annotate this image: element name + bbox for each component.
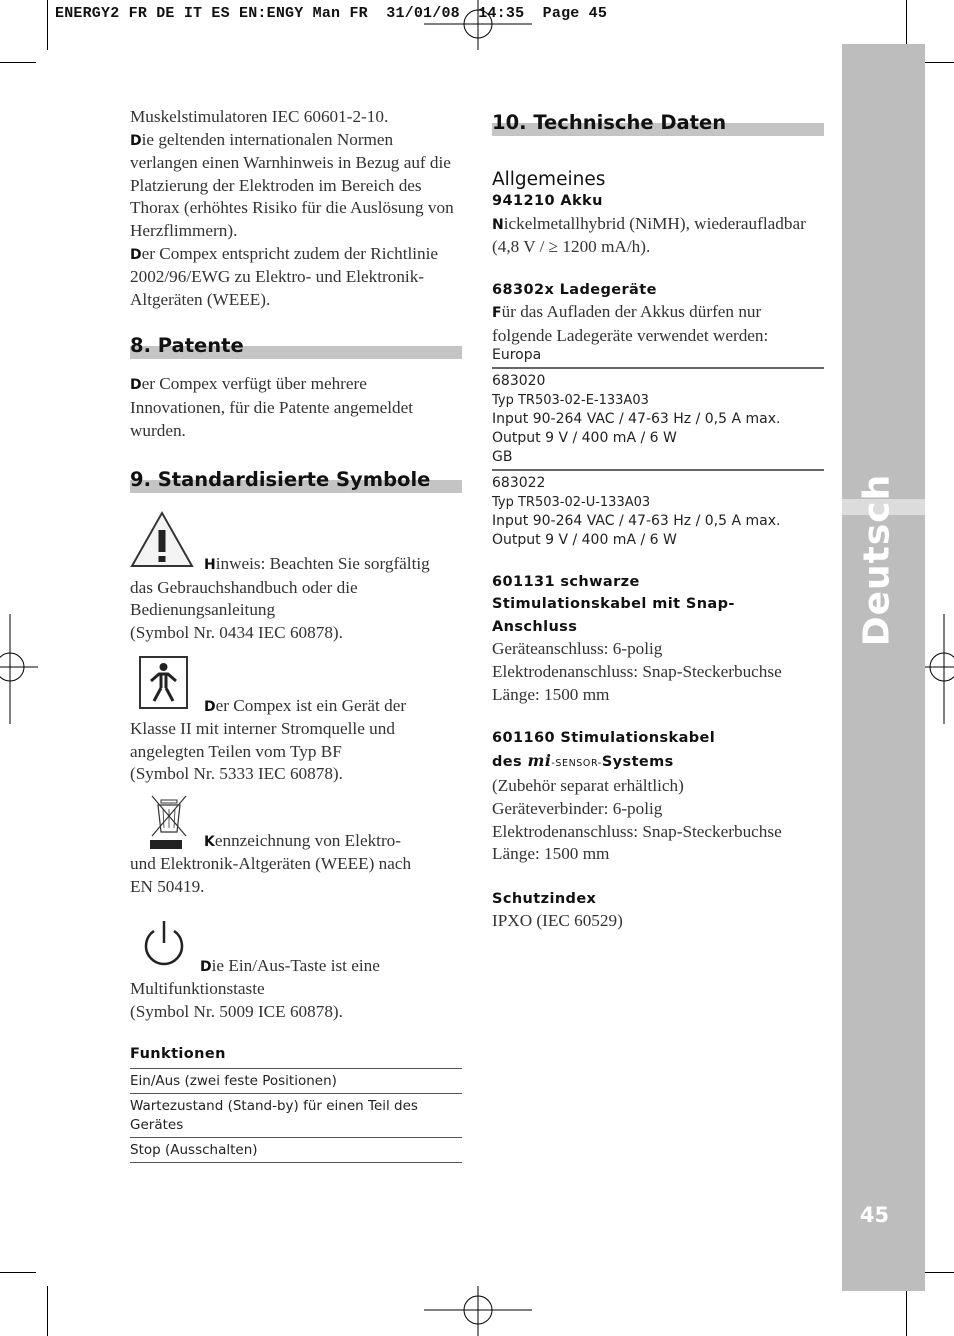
region-label: Europa [492,346,542,363]
intro-paragraph: Der Compex entspricht zudem der Richtlinie 2002/96/EWG zu Elektro- und Elektronik-Altgeräten (WEEE). [130,243,439,309]
crop-mark [906,0,907,50]
region-label: GB [492,448,513,465]
symbol-item-warning: Hinweis: Beachten Sie sorgfältig das Gebrauchshandbuch oder die Bedienungsanleitung (Symbol Nr. 0434 IEC 60878). [130,510,462,644]
left-column [130,106,462,1163]
intro-paragraph: Die geltenden internationalen Normen verlangen einen Warnhinweis in Bezug auf die Platzierung der Elektroden im Bereich des Thorax (erhöhtes Risiko für die Auslösung von Herzflimmern). [130,129,454,240]
section-heading-technische-daten: 10. Technische Daten [492,106,824,136]
language-tab-label: Deutsch [856,473,898,647]
kabel-601131: 601131 schwarze Stimulationskabel mit Snap- Anschluss Geräteanschluss: 6-polig Elektrodenanschluss: Snap-Steckerbuchse Länge: 1500 mm [492,573,782,704]
mi-logo: mi [527,750,552,770]
crop-mark [0,1272,36,1273]
intro-paragraph: Muskelstimulatoren IEC 60601-2-10. [130,107,389,126]
crop-mark [906,1286,907,1336]
functions-heading: Funktionen [130,1046,226,1063]
akku-paragraph: Nickelmetallhybrid (NiMH), wiederaufladbar (4,8 V / ≥ 1200 mA/h). [492,213,806,257]
kabel-601160: 601160 Stimulationskabel des mi-SENSOR-Systems (Zubehör separat erhältlich) Geräteverbinder: 6-polig Elektrodenanschluss: Snap-Steckerbuchse Länge: 1500 mm [492,730,782,864]
region-gb: GB 683022 Typ TR503-02-U-133A03 Input 90-264 VAC / 47-63 Hz / 0,5 A max. Output 9 V / 400 mA / 6 W [492,448,824,550]
akku-code: 941210 Akku [492,193,603,209]
functions-table [130,1043,462,1163]
table-row: Wartezustand (Stand-by) für einen Teil des Gerätes [130,1094,462,1138]
registration-mark-icon [0,614,38,724]
registration-mark-icon [424,0,532,50]
subheading-allgemeines: Allgemeines [492,169,606,190]
symbol-item-weee: Kennzeichnung von Elektro- und Elektronik-Altgeräten (WEEE) nach EN 50419. [130,794,462,899]
ladegeraete-paragraph: Für das Aufladen der Akkus dürfen nur folgende Ladegeräte verwendet werden: [492,302,769,345]
table-row: Stop (Ausschalten) [130,1138,462,1163]
crop-mark [47,1286,48,1336]
crop-mark [47,0,48,50]
crop-mark [0,62,36,63]
schutzindex: Schutzindex IPXO (IEC 60529) [492,890,623,931]
section-heading-symbole: 9. Standardisierte Symbole [130,465,462,493]
page-number: 45 [859,1203,890,1227]
print-slug: ENERGY2 FR DE IT ES EN:ENGY Man FR 31/01/08 14:35 Page 45 [55,5,608,22]
ladegeraete-code: 68302x Ladegeräte [492,281,657,298]
registration-mark-icon [424,1286,532,1336]
patente-paragraph: Der Compex verfügt über mehrere Innovationen, für die Patente angemeldet wurden. [130,374,414,440]
section-heading-patente: 8. Patente [130,331,462,359]
symbol-item-type-bf: Der Compex ist ein Gerät der Klasse II mit interner Stromquelle und angelegten Teilen vom Typ BF (Symbol Nr. 5333 IEC 60878). [130,656,462,786]
table-row: Ein/Aus (zwei feste Positionen) [130,1068,462,1094]
symbol-item-power: Die Ein/Aus-Taste ist eine Multifunktionstaste (Symbol Nr. 5009 ICE 60878). [130,919,462,1024]
language-tab-sidebar [842,44,925,1291]
region-europa: Europa 683020 Typ TR503-02-E-133A03 Input 90-264 VAC / 47-63 Hz / 0,5 A max. Output 9 V / 400 mA / 6 W [492,346,824,448]
right-column [492,106,824,933]
